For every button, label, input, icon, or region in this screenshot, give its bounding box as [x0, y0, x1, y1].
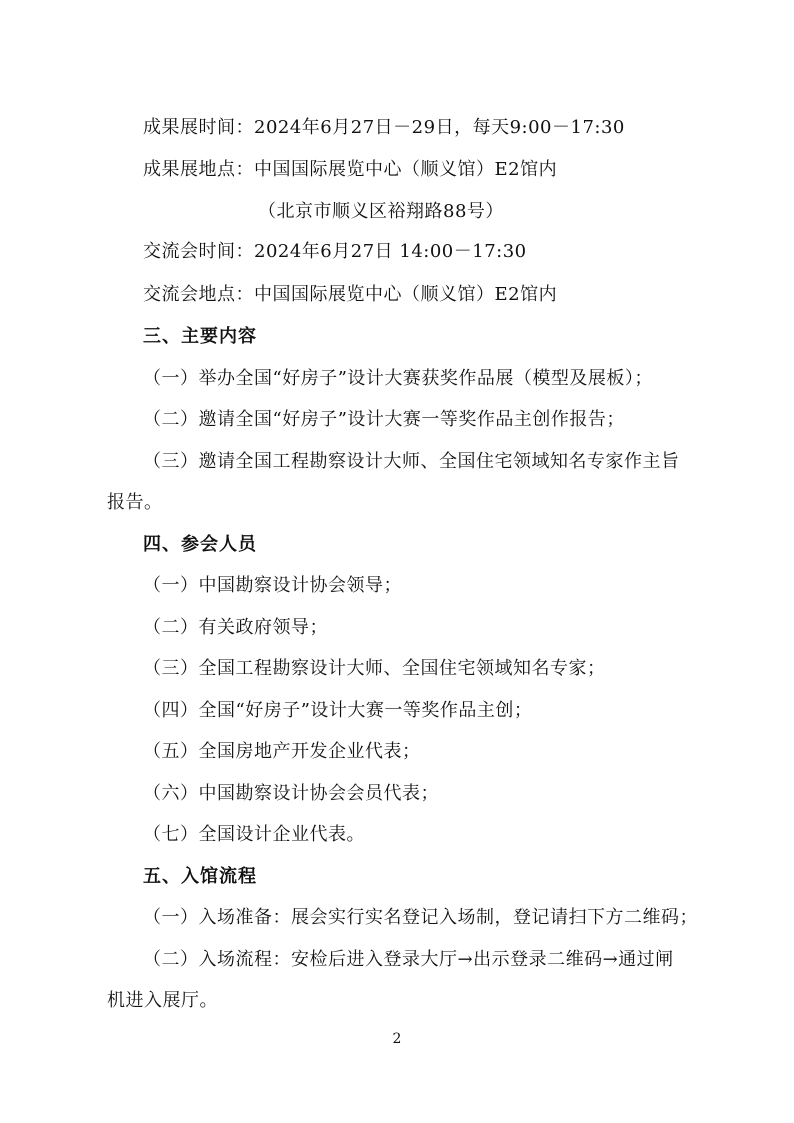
- exhibition-address-line: （北京市顺义区裕翔路88号）: [258, 201, 504, 222]
- section4-item-4: （四）全国“好房子”设计大赛一等奖作品主创；: [143, 700, 533, 721]
- exchange-time-line: 交流会时间：2024年6月27日 14:00－17:30: [143, 241, 527, 262]
- section5-heading: 五、入馆流程: [143, 866, 257, 887]
- section4-heading: 四、参会人员: [143, 534, 257, 555]
- section5-item-2: （二）入场流程：安检后进入登录大厅→出示登录二维码→通过闸: [143, 949, 674, 970]
- exhibition-place-line: 成果展地点：中国国际展览中心（顺义馆）E2馆内: [143, 159, 558, 180]
- page-number: 2: [392, 1031, 402, 1047]
- section3-item-3-continuation: 报告。: [107, 492, 163, 513]
- section3-item-1: （一）举办全国“好房子”设计大赛获奖作品展（模型及展板）；: [143, 368, 653, 389]
- section3-item-2: （二）邀请全国“好房子”设计大赛一等奖作品主创作报告；: [143, 409, 625, 430]
- section5-item-1: （一）入场准备：展会实行实名登记入场制，登记请扫下方二维码；: [143, 907, 698, 928]
- section5-item-2-continuation: 机进入展厅。: [107, 990, 218, 1011]
- exhibition-time-line: 成果展时间：2024年6月27日－29日，每天9:00－17:30: [143, 117, 625, 138]
- section4-item-1: （一）中国勘察设计协会领导；: [143, 575, 402, 596]
- section4-item-3: （三）全国工程勘察设计大师、全国住宅领域知名专家；: [143, 658, 606, 679]
- section4-item-5: （五）全国房地产开发企业代表；: [143, 741, 421, 762]
- section3-heading: 三、主要内容: [143, 326, 257, 347]
- exchange-place-line: 交流会地点：中国国际展览中心（顺义馆）E2馆内: [143, 284, 558, 305]
- section4-item-7: （七）全国设计企业代表。: [143, 824, 365, 845]
- section4-item-6: （六）中国勘察设计协会会员代表；: [143, 783, 439, 804]
- section3-item-3: （三）邀请全国工程勘察设计大师、全国住宅领域知名专家作主旨: [143, 451, 680, 472]
- section4-item-2: （二）有关政府领导；: [143, 617, 328, 638]
